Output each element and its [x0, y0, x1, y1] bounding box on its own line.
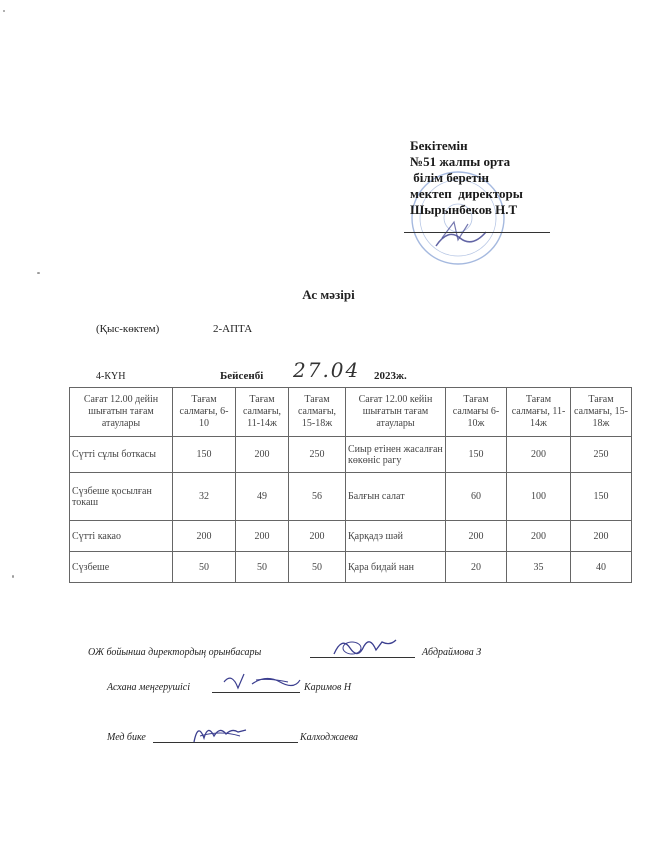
table-cell: Қара бидай нан — [346, 552, 446, 583]
column-header: Тағам салмағы, 15-18ж — [571, 388, 632, 437]
table-cell: 150 — [571, 473, 632, 521]
column-header: Тағам салмағы, 6-10 — [173, 388, 236, 437]
table-header-row — [70, 388, 632, 437]
table-cell: Қарқадэ шәй — [346, 521, 446, 552]
table-cell: 49 — [236, 473, 289, 521]
table-cell: 250 — [571, 437, 632, 473]
table-cell: 32 — [173, 473, 236, 521]
table-cell: 200 — [571, 521, 632, 552]
approval-line-2: №51 жалпы орта — [410, 154, 511, 169]
table-cell: 100 — [507, 473, 571, 521]
cook-name: Каримов Н — [304, 682, 352, 693]
table-cell: 20 — [446, 552, 507, 583]
table-cell: 50 — [236, 552, 289, 583]
cook-signature-mark — [222, 668, 302, 696]
column-header: Тағам салмағы, 11-14ж — [507, 388, 571, 437]
scan-speck — [12, 575, 14, 578]
approval-line-1: Бекітемін — [410, 138, 468, 153]
table-cell: Сүзбеше — [70, 552, 173, 583]
table-cell: 250 — [289, 437, 346, 473]
table-cell: 50 — [173, 552, 236, 583]
table-cell: 200 — [507, 521, 571, 552]
approval-block — [410, 138, 560, 218]
table-cell: Сүтті сұлы боткасы — [70, 437, 173, 473]
table-cell: Сүзбеше қосылған токаш — [70, 473, 173, 521]
table-cell: 40 — [571, 552, 632, 583]
table-row — [70, 437, 632, 473]
table-cell: 35 — [507, 552, 571, 583]
table-cell: 200 — [446, 521, 507, 552]
table-cell: 150 — [446, 437, 507, 473]
approval-line-5: Шырынбеков Н.Т — [410, 202, 518, 217]
table-cell: Сүтті какао — [70, 521, 173, 552]
scan-speck — [37, 272, 40, 274]
table-cell: 200 — [289, 521, 346, 552]
table-row — [70, 521, 632, 552]
scan-speck — [3, 10, 5, 12]
column-header: Сағат 12.00 кейін шығатын тағам атаулары — [346, 388, 446, 437]
day-label: 4-КҮН — [96, 371, 126, 382]
column-header: Сағат 12.00 дейін шығатын тағам атаулары — [70, 388, 173, 437]
nurse-name: Калходжаева — [300, 732, 358, 743]
approval-signature-line — [404, 232, 550, 233]
nurse-title: Мед бике — [107, 732, 146, 743]
deputy-signature-mark — [330, 632, 400, 662]
table-cell: 200 — [173, 521, 236, 552]
table-cell: 60 — [446, 473, 507, 521]
column-header: Тағам салмағы, 15-18ж — [289, 388, 346, 437]
table-row — [70, 473, 632, 521]
deputy-name: Абдраймова З — [422, 647, 482, 658]
approval-line-4: мектеп директоры — [410, 186, 523, 201]
year-label: 2023ж. — [374, 370, 407, 382]
menu-table — [69, 387, 632, 583]
table-cell: Балғын салат — [346, 473, 446, 521]
nurse-signature-mark — [190, 718, 250, 748]
weekday-label: Бейсенбі — [220, 370, 264, 382]
season-label: (Қыс-көктем) — [96, 323, 160, 335]
deputy-title: ОЖ бойынша директордың орынбасары — [88, 647, 262, 658]
table-row — [70, 552, 632, 583]
table-cell: 56 — [289, 473, 346, 521]
table-cell: 200 — [236, 521, 289, 552]
approval-line-3: білім беретін — [410, 170, 489, 185]
cook-title: Асхана меңгерушісі — [107, 682, 191, 693]
table-cell: 50 — [289, 552, 346, 583]
column-header: Тағам салмағы 6-10ж — [446, 388, 507, 437]
table-cell: Сиыр етінен жасалған көкөніс рагу — [346, 437, 446, 473]
table-cell: 200 — [507, 437, 571, 473]
table-cell: 200 — [236, 437, 289, 473]
column-header: Тағам салмағы, 11-14ж — [236, 388, 289, 437]
handwritten-date: 27.04 — [293, 358, 361, 382]
table-cell: 150 — [173, 437, 236, 473]
page-title: Ас мәзірі — [302, 287, 355, 302]
week-label: 2-АПТА — [213, 323, 253, 335]
